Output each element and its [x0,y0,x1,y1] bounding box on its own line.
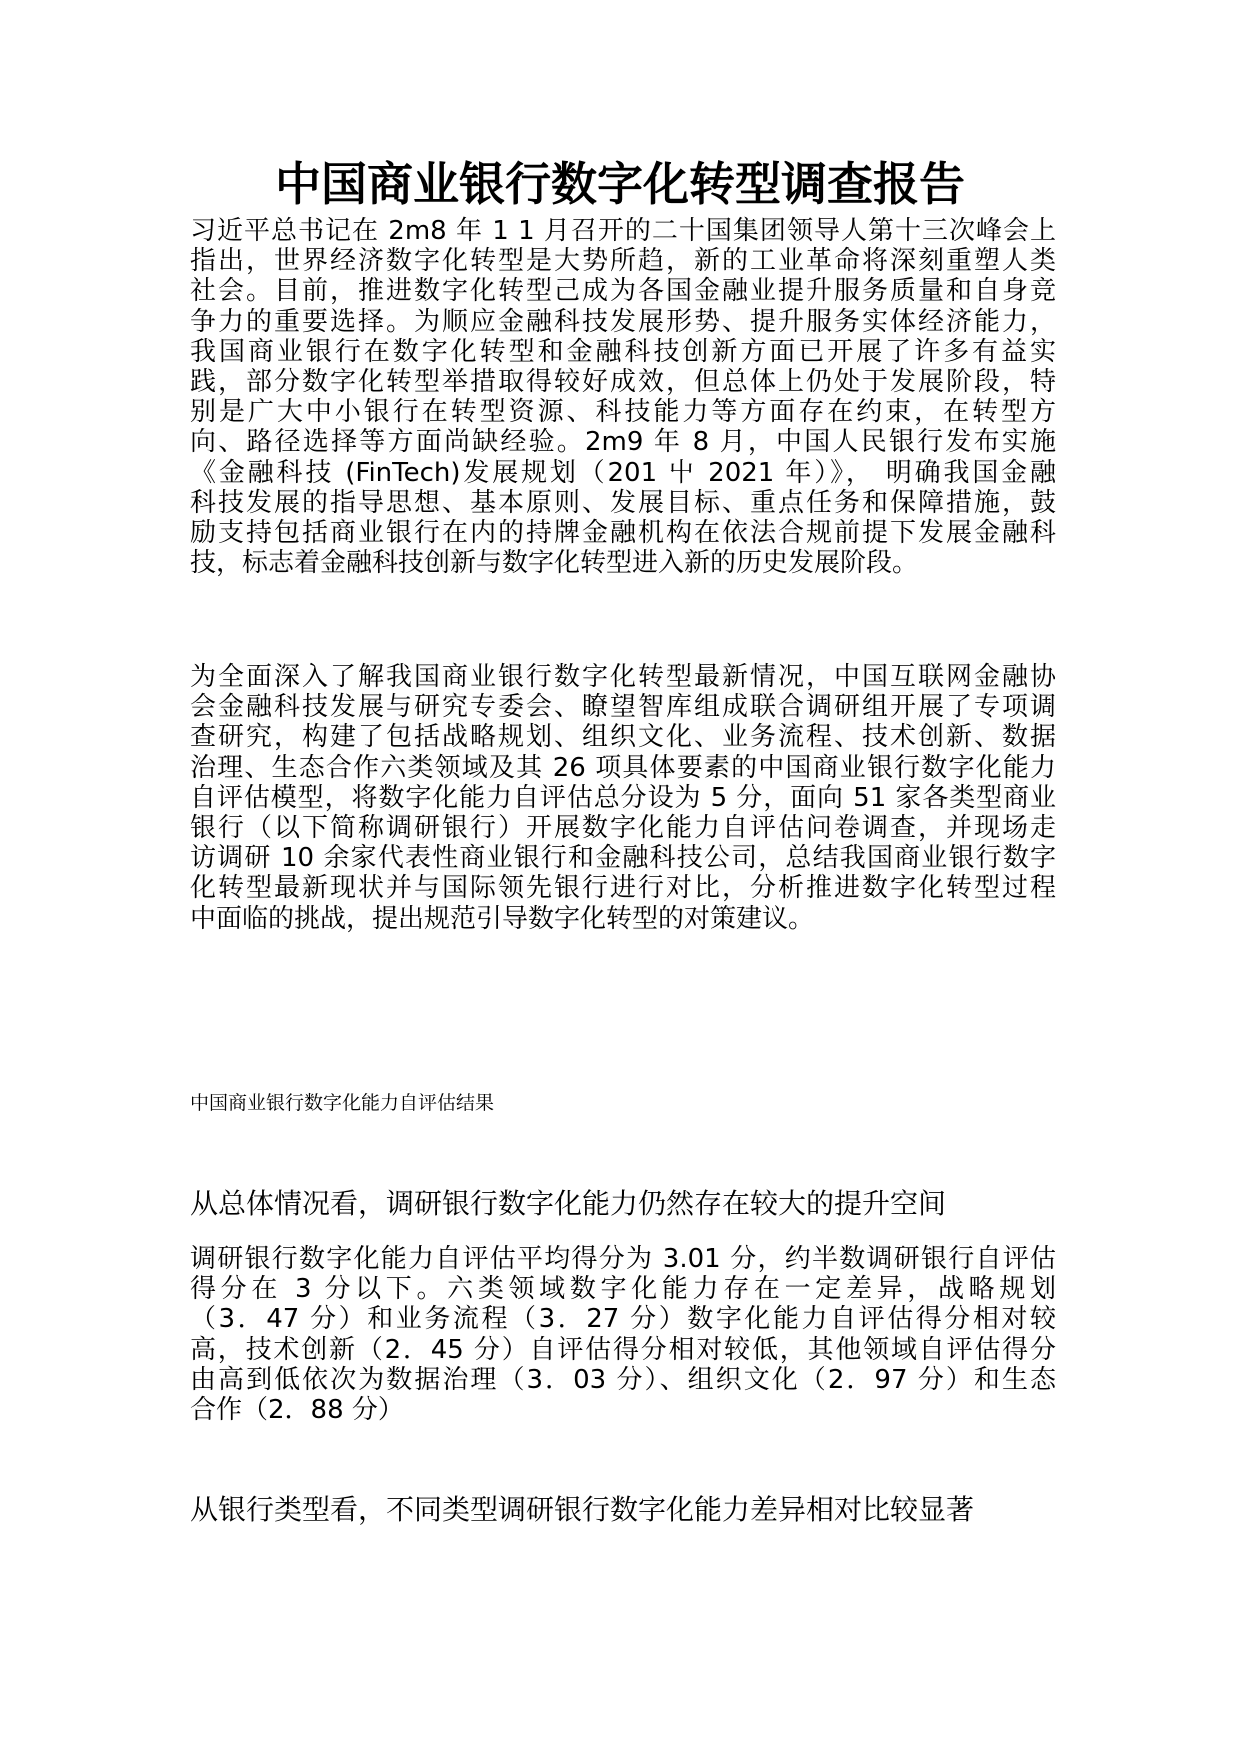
paragraph-line: 社会。目前，推进数字化转型己成为各国金融业提升服务质量和自身竞 [190,276,1056,307]
paragraph-line: 中面临的挑战，提出规范引导数字化转型的对策建议。 [190,903,815,934]
survey-paragraph [190,662,1056,934]
paragraph-line: 技，标志着金融科技创新与数字化转型进入新的历史发展阶段。 [190,548,919,579]
paragraph-line: 励支持包括商业银行在内的持牌金融机构在依法合规前提下发展金融科 [190,518,1056,549]
paragraph-line: 调研银行数字化能力自评估平均得分为 3.01 分，约半数调研银行自评估 [190,1244,1056,1274]
paragraph-line: 合作（2．88 分） [190,1395,404,1426]
paragraph-line: 为全面深入了解我国商业银行数字化转型最新情况，中国互联网金融协 [190,662,1056,692]
paragraph-line: 践，部分数字化转型举措取得较好成效，但总体上仍处于发展阶段，特 [190,367,1056,398]
paragraph-line: 习近平总书记在 2m8 年 1 1 月召开的二十国集团领导人第十三次峰会上 [190,216,1056,246]
paragraph-line: 由高到低依次为数据治理（3．03 分）、组织文化（2．97 分）和生态 [190,1364,1056,1395]
intro-paragraph [190,216,1056,578]
paragraph-line: 化转型最新现状并与国际领先银行进行对比，分析推进数字化转型过程 [190,873,1056,904]
paragraph-line: 查研究，构建了包括战略规划、组织文化、业务流程、技术创新、数据 [190,722,1056,753]
overall-results-paragraph [190,1244,1056,1425]
section-caption: 中国商业银行数字化能力自评估结果 [190,1092,495,1114]
paragraph-line: 科技发展的指导思想、基本原则、发展目标、重点任务和保障措施，鼓 [190,487,1056,518]
section-heading-bank-type: 从银行类型看，不同类型调研银行数字化能力差异相对比较显著 [190,1493,975,1526]
paragraph-line: 《金融科技 (FinTech)发展规划（201 屮 2021 年）》， 明确我国金融 [190,457,1056,488]
paragraph-line: 治理、生态合作六类领域及其 26 项具体要素的中国商业银行数字化能力 [190,752,1056,783]
paragraph-line: 银行（以下简称调研银行）开展数字化能力自评估问卷调查，并现场走 [190,813,1056,844]
paragraph-line: 我国商业银行在数字化转型和金融科技创新方面已开展了许多有益实 [190,336,1056,367]
paragraph-line: 访调研 10 余家代表性商业银行和金融科技公司，总结我国商业银行数字 [190,843,1056,874]
paragraph-line: 得分在 3 分以下。六类领域数字化能力存在一定差异，战略规划 [190,1274,1056,1305]
paragraph-line: 自评估模型，将数字化能力自评估总分设为 5 分，面向 51 家各类型商业 [190,782,1056,813]
paragraph-line: 别是广大中小银行在转型资源、科技能力等方面存在约束，在转型方 [190,397,1056,428]
paragraph-line: （3．47 分）和业务流程（3．27 分）数字化能力自评估得分相对较 [190,1304,1056,1335]
paragraph-line: 向、路径选择等方面尚缺经验。2m9 年 8 月，中国人民银行发布实施 [190,427,1056,458]
paragraph-line: 会金融科技发展与研究专委会、瞭望智库组成联合调研组开展了专项调 [190,692,1056,723]
paragraph-line: 争力的重要选择。为顺应金融科技发展形势、提升服务实体经济能力， [190,306,1056,337]
paragraph-line: 高，技术创新（2．45 分）自评估得分相对较低，其他领域自评估得分 [190,1334,1056,1365]
section-heading-overall: 从总体情况看，调研银行数字化能力仍然存在较大的提升空间 [190,1187,947,1220]
paragraph-line: 指出，世界经济数字化转型是大势所趋，新的工业革命将深刻重塑人类 [190,246,1056,277]
document-title: 中国商业银行数字化转型调查报告 [275,157,965,211]
